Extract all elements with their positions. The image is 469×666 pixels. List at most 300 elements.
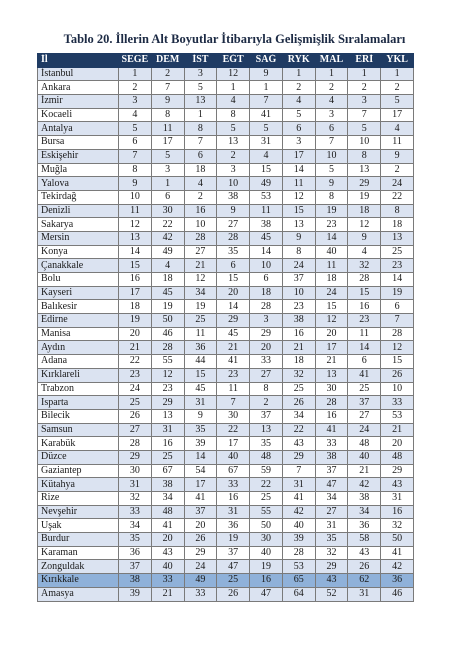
rank-cell-ykl: 18: [381, 218, 414, 232]
rank-cell-ykl: 26: [381, 368, 414, 382]
table-row: [38, 190, 414, 204]
rank-cell-sege: 36: [119, 546, 152, 560]
rank-cell-eğt: 5: [217, 122, 250, 136]
rank-cell-eğt: 9: [217, 204, 250, 218]
table-row: [38, 560, 414, 574]
rank-cell-i̇st: 44: [184, 355, 217, 369]
rank-cell-eğt: 25: [217, 574, 250, 588]
rank-cell-i̇st: 39: [184, 437, 217, 451]
rank-cell-sege: 27: [119, 423, 152, 437]
rank-cell-dem: 19: [151, 300, 184, 314]
rank-cell-eri̇: 18: [348, 204, 381, 218]
rank-cell-dem: 50: [151, 314, 184, 328]
rank-cell-ykl: 2: [381, 81, 414, 95]
rank-cell-eğt: 33: [217, 478, 250, 492]
rank-cell-eğt: 22: [217, 423, 250, 437]
rank-cell-ryk: 8: [282, 245, 315, 259]
rank-cell-eri̇: 6: [348, 355, 381, 369]
rank-cell-eğt: 26: [217, 587, 250, 601]
rank-cell-mal: 9: [315, 177, 348, 191]
rank-cell-eri̇: 14: [348, 341, 381, 355]
rank-cell-ryk: 34: [282, 409, 315, 423]
rank-cell-eğt: 23: [217, 368, 250, 382]
rank-cell-dem: 48: [151, 505, 184, 519]
rank-cell-i̇st: 24: [184, 560, 217, 574]
table-row: [38, 273, 414, 287]
rank-cell-sege: 3: [119, 95, 152, 109]
rank-cell-eğt: 35: [217, 245, 250, 259]
rank-cell-mal: 34: [315, 492, 348, 506]
rank-cell-mal: 18: [315, 273, 348, 287]
table-row: [38, 245, 414, 259]
table-row: [38, 149, 414, 163]
rank-cell-sağ: 14: [250, 245, 283, 259]
rank-cell-sege: 23: [119, 368, 152, 382]
rank-cell-ryk: 6: [282, 122, 315, 136]
rank-cell-mal: 15: [315, 300, 348, 314]
header-sege: SEGE: [119, 54, 152, 68]
rank-cell-ykl: 10: [381, 382, 414, 396]
rank-cell-sağ: 47: [250, 587, 283, 601]
rank-cell-eğt: 47: [217, 560, 250, 574]
table-row: [38, 368, 414, 382]
rank-cell-i̇st: 36: [184, 341, 217, 355]
rank-cell-eğt: 67: [217, 464, 250, 478]
rank-cell-eğt: 6: [217, 259, 250, 273]
rank-cell-sağ: 6: [250, 273, 283, 287]
rank-cell-mal: 24: [315, 286, 348, 300]
province-name: Bilecik: [38, 409, 119, 423]
rank-cell-i̇st: 19: [184, 300, 217, 314]
table-body: [38, 67, 414, 601]
rank-cell-sege: 25: [119, 396, 152, 410]
rank-cell-sağ: 48: [250, 450, 283, 464]
table-row: [38, 327, 414, 341]
table-row: [38, 136, 414, 150]
rank-cell-eri̇: 11: [348, 327, 381, 341]
rank-cell-sege: 9: [119, 177, 152, 191]
rank-cell-ryk: 10: [282, 286, 315, 300]
rank-cell-sege: 29: [119, 450, 152, 464]
rank-cell-eğt: 41: [217, 355, 250, 369]
rank-cell-dem: 49: [151, 245, 184, 259]
table-row: [38, 122, 414, 136]
rank-cell-eğt: 10: [217, 177, 250, 191]
rank-cell-ryk: 40: [282, 519, 315, 533]
rank-cell-ykl: 28: [381, 327, 414, 341]
table-row: [38, 437, 414, 451]
rank-cell-i̇st: 1: [184, 108, 217, 122]
rank-cell-sağ: 11: [250, 204, 283, 218]
rank-cell-mal: 43: [315, 574, 348, 588]
rank-cell-eğt: 28: [217, 231, 250, 245]
header-ist: İST: [184, 54, 217, 68]
rank-cell-dem: 55: [151, 355, 184, 369]
rank-cell-sege: 34: [119, 519, 152, 533]
rank-cell-sege: 11: [119, 204, 152, 218]
rank-cell-dem: 18: [151, 273, 184, 287]
province-name: Bursa: [38, 136, 119, 150]
rank-cell-mal: 31: [315, 519, 348, 533]
rank-cell-eri̇: 15: [348, 286, 381, 300]
rank-cell-i̇st: 12: [184, 273, 217, 287]
rank-cell-ykl: 46: [381, 587, 414, 601]
rank-cell-ykl: 11: [381, 136, 414, 150]
rank-cell-ryk: 32: [282, 368, 315, 382]
rank-cell-dem: 23: [151, 382, 184, 396]
rank-cell-mal: 10: [315, 149, 348, 163]
rank-cell-eri̇: 36: [348, 519, 381, 533]
rank-cell-i̇st: 45: [184, 382, 217, 396]
rank-cell-mal: 6: [315, 122, 348, 136]
rank-cell-i̇st: 37: [184, 505, 217, 519]
rank-cell-eri̇: 12: [348, 218, 381, 232]
rank-cell-dem: 11: [151, 122, 184, 136]
rank-cell-ryk: 12: [282, 190, 315, 204]
rank-cell-dem: 21: [151, 587, 184, 601]
rank-cell-sege: 24: [119, 382, 152, 396]
rank-cell-mal: 41: [315, 423, 348, 437]
rank-cell-ryk: 29: [282, 450, 315, 464]
rank-cell-ykl: 16: [381, 505, 414, 519]
rank-cell-sağ: 29: [250, 327, 283, 341]
table-row: [38, 108, 414, 122]
table-row: [38, 300, 414, 314]
rank-cell-ykl: 14: [381, 273, 414, 287]
rank-cell-mal: 32: [315, 546, 348, 560]
rank-cell-sağ: 55: [250, 505, 283, 519]
rank-cell-ykl: 31: [381, 492, 414, 506]
rank-cell-ryk: 31: [282, 478, 315, 492]
rank-cell-sege: 13: [119, 231, 152, 245]
rank-cell-eri̇: 23: [348, 314, 381, 328]
rank-cell-eğt: 27: [217, 218, 250, 232]
rank-cell-eri̇: 19: [348, 190, 381, 204]
table-row: [38, 286, 414, 300]
table-row: [38, 478, 414, 492]
rank-cell-ykl: 22: [381, 190, 414, 204]
rank-cell-sağ: 22: [250, 478, 283, 492]
rank-cell-i̇st: 15: [184, 368, 217, 382]
rank-cell-eğt: 29: [217, 314, 250, 328]
rank-cell-dem: 17: [151, 136, 184, 150]
province-name: Muğla: [38, 163, 119, 177]
rank-cell-sege: 18: [119, 300, 152, 314]
rank-cell-ykl: 21: [381, 423, 414, 437]
rank-cell-eri̇: 48: [348, 437, 381, 451]
rank-cell-mal: 52: [315, 587, 348, 601]
rank-cell-i̇st: 14: [184, 450, 217, 464]
rank-cell-dem: 40: [151, 560, 184, 574]
rank-cell-eri̇: 31: [348, 587, 381, 601]
rank-cell-eğt: 2: [217, 149, 250, 163]
rank-cell-sege: 5: [119, 122, 152, 136]
province-name: Uşak: [38, 519, 119, 533]
rank-cell-dem: 41: [151, 519, 184, 533]
rank-cell-ykl: 48: [381, 450, 414, 464]
rank-cell-sağ: 45: [250, 231, 283, 245]
table-row: [38, 231, 414, 245]
rank-cell-sege: 7: [119, 149, 152, 163]
table-row: [38, 423, 414, 437]
province-name: Gaziantep: [38, 464, 119, 478]
header-mal: MAL: [315, 54, 348, 68]
rank-cell-ryk: 17: [282, 149, 315, 163]
rank-cell-dem: 16: [151, 437, 184, 451]
province-name: Aydın: [38, 341, 119, 355]
rank-cell-sağ: 7: [250, 95, 283, 109]
rank-cell-sege: 1: [119, 67, 152, 81]
province-name: Tekirdağ: [38, 190, 119, 204]
rank-cell-sege: 20: [119, 327, 152, 341]
rank-cell-ryk: 1: [282, 67, 315, 81]
rank-cell-ryk: 3: [282, 136, 315, 150]
rank-cell-i̇st: 31: [184, 396, 217, 410]
rank-cell-i̇st: 3: [184, 67, 217, 81]
rank-cell-mal: 38: [315, 450, 348, 464]
rank-cell-sağ: 1: [250, 81, 283, 95]
rank-cell-sege: 22: [119, 355, 152, 369]
rank-cell-sege: 16: [119, 273, 152, 287]
rank-cell-dem: 46: [151, 327, 184, 341]
province-name: Karaman: [38, 546, 119, 560]
rank-cell-ykl: 20: [381, 437, 414, 451]
province-name: Karabük: [38, 437, 119, 451]
rank-cell-ryk: 21: [282, 341, 315, 355]
rank-cell-ykl: 1: [381, 67, 414, 81]
rank-cell-eğt: 37: [217, 546, 250, 560]
rank-cell-eri̇: 1: [348, 67, 381, 81]
rank-cell-mal: 3: [315, 108, 348, 122]
rank-cell-sağ: 35: [250, 437, 283, 451]
rank-cell-ryk: 18: [282, 355, 315, 369]
province-name: Balıkesir: [38, 300, 119, 314]
rank-cell-ryk: 41: [282, 492, 315, 506]
table-row: [38, 218, 414, 232]
rank-cell-i̇st: 10: [184, 218, 217, 232]
rank-cell-ykl: 4: [381, 122, 414, 136]
rank-cell-i̇st: 9: [184, 409, 217, 423]
rank-cell-ykl: 41: [381, 546, 414, 560]
rank-cell-i̇st: 17: [184, 478, 217, 492]
rank-cell-dem: 13: [151, 409, 184, 423]
table-row: [38, 355, 414, 369]
province-name: Burdur: [38, 533, 119, 547]
rank-cell-sağ: 33: [250, 355, 283, 369]
rank-cell-mal: 8: [315, 190, 348, 204]
rank-cell-ykl: 53: [381, 409, 414, 423]
table-header-row: [38, 54, 414, 68]
rank-cell-i̇st: 54: [184, 464, 217, 478]
province-name: Sakarya: [38, 218, 119, 232]
rank-cell-ryk: 26: [282, 396, 315, 410]
rank-cell-ryk: 38: [282, 314, 315, 328]
rank-cell-dem: 67: [151, 464, 184, 478]
rank-cell-sege: 15: [119, 259, 152, 273]
rank-cell-eri̇: 7: [348, 108, 381, 122]
rank-cell-i̇st: 35: [184, 423, 217, 437]
rank-cell-mal: 17: [315, 341, 348, 355]
rank-cell-ryk: 28: [282, 546, 315, 560]
rank-cell-ryk: 7: [282, 464, 315, 478]
table-row: [38, 204, 414, 218]
rank-cell-eri̇: 2: [348, 81, 381, 95]
rank-cell-ryk: 2: [282, 81, 315, 95]
rank-cell-dem: 28: [151, 341, 184, 355]
province-name: Kırklareli: [38, 368, 119, 382]
rank-cell-sağ: 5: [250, 122, 283, 136]
rank-cell-i̇st: 33: [184, 587, 217, 601]
rank-cell-dem: 4: [151, 259, 184, 273]
rank-cell-sağ: 15: [250, 163, 283, 177]
rank-cell-ykl: 42: [381, 560, 414, 574]
province-name: Samsun: [38, 423, 119, 437]
rank-cell-i̇st: 11: [184, 327, 217, 341]
rank-cell-sağ: 3: [250, 314, 283, 328]
rank-cell-ykl: 32: [381, 519, 414, 533]
rank-cell-ykl: 5: [381, 95, 414, 109]
rank-cell-ykl: 17: [381, 108, 414, 122]
rank-cell-i̇st: 2: [184, 190, 217, 204]
rank-cell-i̇st: 28: [184, 231, 217, 245]
rank-cell-dem: 20: [151, 533, 184, 547]
province-name: Düzce: [38, 450, 119, 464]
rank-cell-ykl: 36: [381, 574, 414, 588]
province-name: Denizli: [38, 204, 119, 218]
rank-cell-sağ: 10: [250, 259, 283, 273]
rank-cell-ryk: 11: [282, 177, 315, 191]
rank-cell-ryk: 14: [282, 163, 315, 177]
rank-cell-dem: 33: [151, 574, 184, 588]
table-row: [38, 341, 414, 355]
rank-cell-i̇st: 20: [184, 519, 217, 533]
rank-cell-eğt: 13: [217, 136, 250, 150]
province-name: Yalova: [38, 177, 119, 191]
rank-cell-i̇st: 34: [184, 286, 217, 300]
rank-cell-dem: 3: [151, 163, 184, 177]
table-row: [38, 314, 414, 328]
rank-cell-mal: 5: [315, 163, 348, 177]
rank-cell-mal: 40: [315, 245, 348, 259]
rank-cell-i̇st: 13: [184, 95, 217, 109]
rank-cell-dem: 34: [151, 492, 184, 506]
rank-cell-sağ: 59: [250, 464, 283, 478]
province-name: Antalya: [38, 122, 119, 136]
rank-cell-sağ: 8: [250, 382, 283, 396]
rank-cell-sağ: 40: [250, 546, 283, 560]
rank-cell-mal: 16: [315, 409, 348, 423]
rank-cell-sağ: 49: [250, 177, 283, 191]
rank-cell-sege: 14: [119, 245, 152, 259]
rank-cell-i̇st: 21: [184, 259, 217, 273]
rank-cell-ykl: 15: [381, 355, 414, 369]
rank-cell-sege: 12: [119, 218, 152, 232]
rank-cell-sağ: 28: [250, 300, 283, 314]
rank-cell-mal: 11: [315, 259, 348, 273]
rank-cell-eri̇: 5: [348, 122, 381, 136]
rank-cell-eri̇: 32: [348, 259, 381, 273]
rank-cell-ryk: 13: [282, 218, 315, 232]
table-row: [38, 382, 414, 396]
rank-cell-eğt: 14: [217, 300, 250, 314]
rank-cell-sağ: 18: [250, 286, 283, 300]
rank-cell-dem: 6: [151, 190, 184, 204]
rank-cell-i̇st: 8: [184, 122, 217, 136]
rank-cell-ykl: 23: [381, 259, 414, 273]
rank-cell-ykl: 12: [381, 341, 414, 355]
table-row: [38, 81, 414, 95]
rank-cell-ryk: 16: [282, 327, 315, 341]
rank-cell-mal: 21: [315, 355, 348, 369]
rank-cell-dem: 30: [151, 204, 184, 218]
rank-cell-mal: 27: [315, 505, 348, 519]
province-name: İstanbul: [38, 67, 119, 81]
table-row: [38, 464, 414, 478]
rank-cell-eri̇: 27: [348, 409, 381, 423]
rank-cell-mal: 14: [315, 231, 348, 245]
rank-cell-mal: 7: [315, 136, 348, 150]
rank-cell-ykl: 2: [381, 163, 414, 177]
header-dem: DEM: [151, 54, 184, 68]
rank-cell-mal: 13: [315, 368, 348, 382]
table-row: [38, 67, 414, 81]
rank-cell-i̇st: 26: [184, 533, 217, 547]
rank-cell-i̇st: 7: [184, 136, 217, 150]
table-row: [38, 259, 414, 273]
table-row: [38, 163, 414, 177]
province-name: Rize: [38, 492, 119, 506]
rank-cell-i̇st: 6: [184, 149, 217, 163]
rank-cell-ykl: 8: [381, 204, 414, 218]
rank-cell-ryk: 64: [282, 587, 315, 601]
rank-cell-eğt: 36: [217, 519, 250, 533]
rank-cell-i̇st: 16: [184, 204, 217, 218]
rank-cell-mal: 1: [315, 67, 348, 81]
rank-cell-dem: 2: [151, 67, 184, 81]
rank-cell-mal: 35: [315, 533, 348, 547]
rank-cell-sağ: 31: [250, 136, 283, 150]
rank-cell-ryk: 15: [282, 204, 315, 218]
rank-cell-eri̇: 29: [348, 177, 381, 191]
rank-cell-eri̇: 41: [348, 368, 381, 382]
rank-cell-eğt: 38: [217, 190, 250, 204]
rank-cell-eğt: 1: [217, 81, 250, 95]
rank-cell-mal: 19: [315, 204, 348, 218]
rank-cell-mal: 29: [315, 560, 348, 574]
rank-cell-i̇st: 18: [184, 163, 217, 177]
rank-cell-dem: 42: [151, 231, 184, 245]
province-name: Nevşehir: [38, 505, 119, 519]
table-row: [38, 533, 414, 547]
rank-cell-eğt: 11: [217, 382, 250, 396]
rank-cell-eri̇: 26: [348, 560, 381, 574]
rank-cell-eğt: 21: [217, 341, 250, 355]
rank-cell-dem: 29: [151, 396, 184, 410]
rank-cell-sağ: 20: [250, 341, 283, 355]
rank-cell-ryk: 22: [282, 423, 315, 437]
rank-cell-eri̇: 13: [348, 163, 381, 177]
rank-cell-eri̇: 37: [348, 396, 381, 410]
rank-cell-sağ: 19: [250, 560, 283, 574]
province-name: İzmir: [38, 95, 119, 109]
rank-cell-i̇st: 49: [184, 574, 217, 588]
province-name: Eskişehir: [38, 149, 119, 163]
table-row: [38, 177, 414, 191]
rank-cell-eri̇: 38: [348, 492, 381, 506]
rank-cell-eğt: 15: [217, 273, 250, 287]
rank-cell-ykl: 33: [381, 396, 414, 410]
rank-cell-dem: 9: [151, 95, 184, 109]
